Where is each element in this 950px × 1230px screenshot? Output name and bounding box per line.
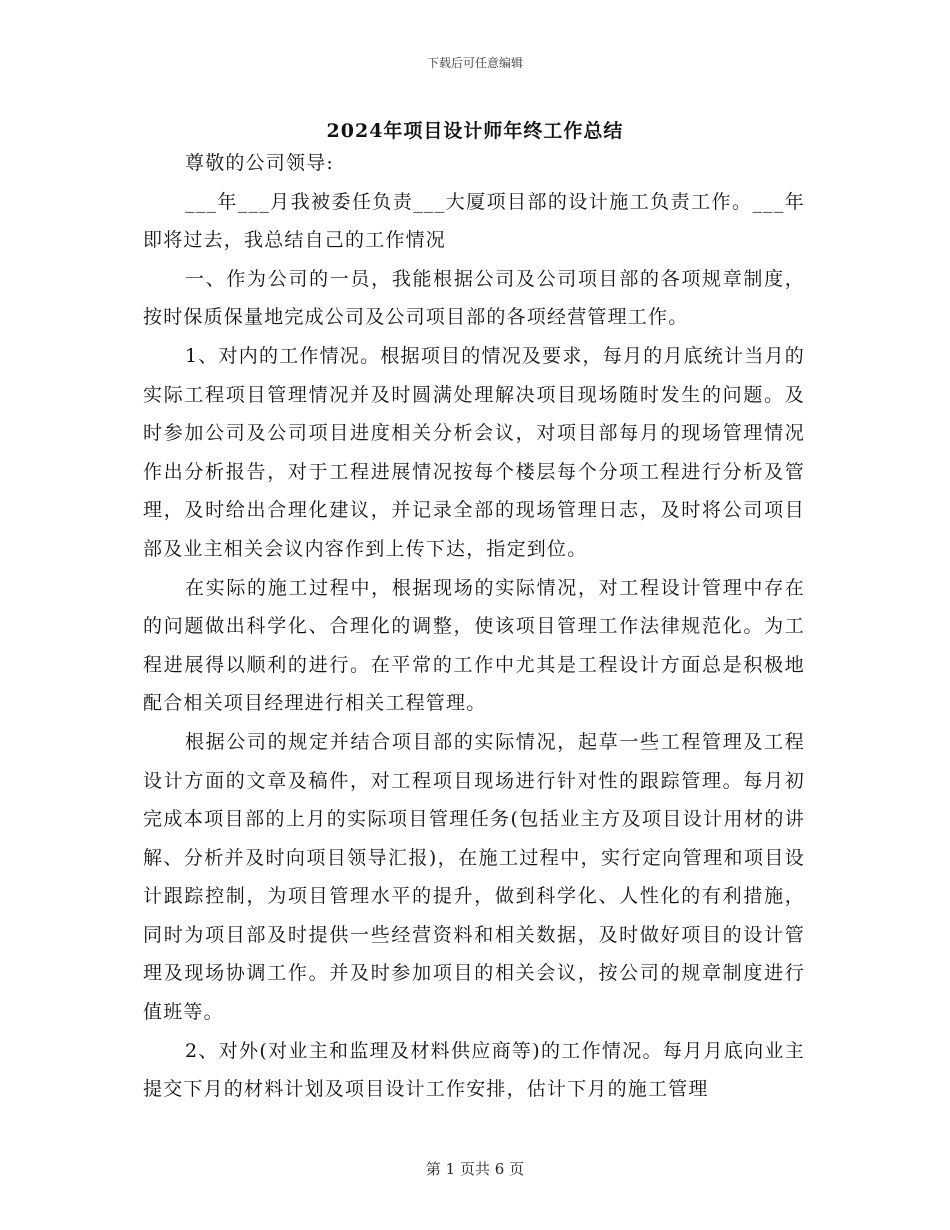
paragraph: ___年___月我被委任负责___大厦项目部的设计施工负责工作。___年即将过去，我总结自己的工作情况 <box>143 190 805 252</box>
paragraph: 2、对外(对业主和监理及材料供应商等)的工作情况。每月月底向业主提交下月的材料计划及项目设计工作安排，估计下月的施工管理 <box>143 1039 805 1101</box>
paragraph: 一、作为公司的一员，我能根据公司及公司项目部的各项规章制度，按时保质保量地完成公司及公司项目部的各项经营管理工作。 <box>143 267 805 329</box>
page-number-footer: 第 1 页共 6 页 <box>425 1160 525 1178</box>
paragraph: 1、对内的工作情况。根据项目的情况及要求，每月的月底统计当月的实际工程项目管理情况并及时圆满处理解决项目现场随时发生的问题。及时参加公司及公司项目进度相关分析会议，对项目部每月的现场管理情况作出分析报告，对于工程进展情况按每个楼层每个分项工程进行分析及管理，及时给出合理化建议，并记录全部的现场管理日志，及时将公司项目部及业主相关会议内容作到上传下达，指定到位。 <box>143 344 805 560</box>
paragraph-salutation: 尊敬的公司领导: <box>185 152 335 174</box>
document-body <box>143 144 805 1109</box>
paragraph: 在实际的施工过程中，根据现场的实际情况，对工程设计管理中存在的问题做出科学化、合理化的调整，使该项目管理工作法律规范化。为工程进展得以顺利的进行。在平常的工作中尤其是工程设计方面总是积极地配合相关项目经理进行相关工程管理。 <box>143 576 805 715</box>
paragraph: 根据公司的规定并结合项目部的实际情况，起草一些工程管理及工程设计方面的文章及稿件，对工程项目现场进行针对性的跟踪管理。每月初完成本项目部的上月的实际项目管理任务(包括业主方及项目设计用材的讲解、分析并及时向项目领导汇报)，在施工过程中，实行定向管理和项目设计跟踪控制，为项目管理水平的提升，做到科学化、人性化的有利措施，同时为项目部及时提供一些经营资料和相关数据，及时做好项目的设计管理及现场协调工作。并及时参加项目的相关会议，按公司的规章制度进行值班等。 <box>143 730 805 1024</box>
header-note: 下载后可任意编辑 <box>426 56 523 70</box>
document-title: 2024年项目设计师年终工作总结 <box>326 120 624 142</box>
